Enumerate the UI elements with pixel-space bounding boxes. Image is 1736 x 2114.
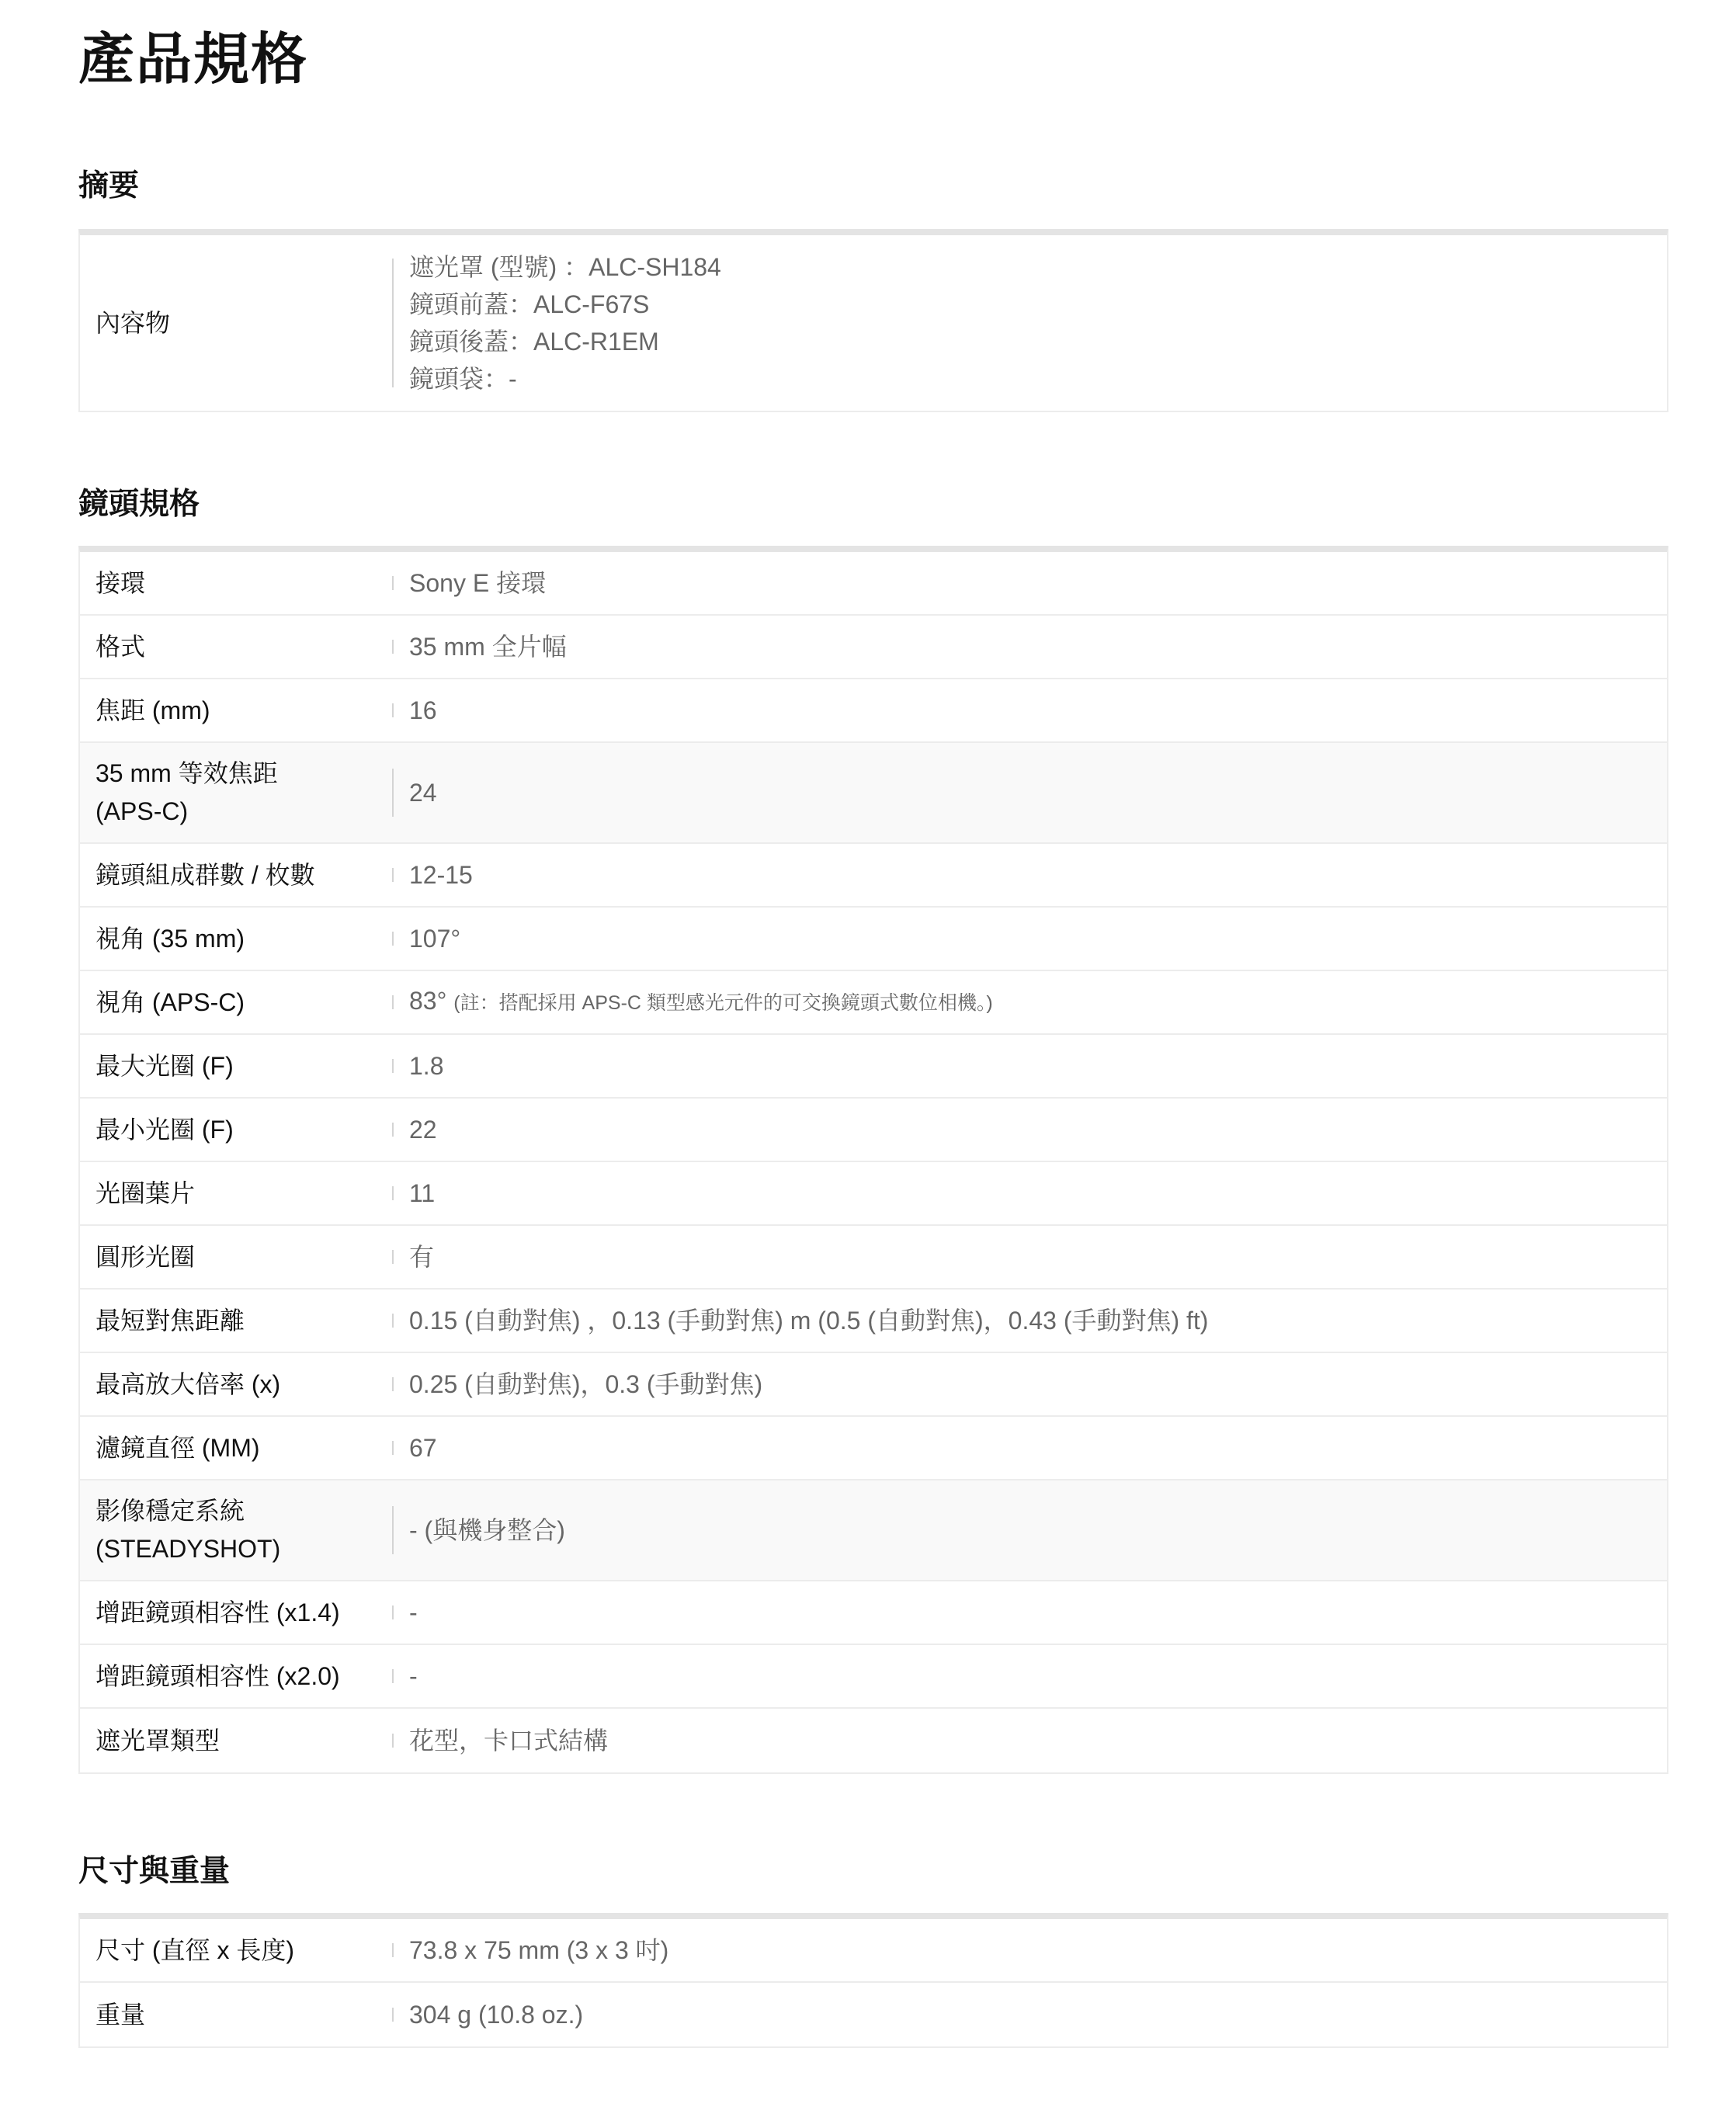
table-row bbox=[80, 1417, 1667, 1480]
row-value bbox=[409, 1932, 668, 1970]
table-row bbox=[80, 1162, 1667, 1226]
row-value bbox=[409, 1996, 583, 2034]
row-value bbox=[409, 1302, 1208, 1340]
section-title-dimensions: 尺寸與重量 bbox=[78, 1855, 231, 1888]
row-value-text: 73.8 x 75 mm (3 x 3 吋) bbox=[409, 1935, 669, 1964]
list-item: 鏡頭袋：- bbox=[409, 365, 517, 393]
table-row bbox=[80, 1226, 1667, 1290]
row-label: 最短對焦距離 bbox=[95, 1306, 245, 1335]
lens-section bbox=[78, 477, 1668, 1774]
column-divider bbox=[392, 1123, 394, 1137]
row-value bbox=[409, 1047, 443, 1085]
lens-table bbox=[78, 546, 1668, 1774]
row-value-text: 22 bbox=[409, 1115, 437, 1144]
column-divider bbox=[392, 1605, 394, 1619]
table-row bbox=[80, 552, 1667, 616]
row-value-text: 83° bbox=[409, 987, 447, 1015]
column-divider bbox=[392, 259, 394, 387]
list-item: 鏡頭前蓋：ALC-F67S bbox=[409, 290, 650, 318]
table-row bbox=[80, 1645, 1667, 1709]
column-divider bbox=[392, 1377, 394, 1391]
section-title-summary: 摘要 bbox=[78, 169, 140, 203]
table-row bbox=[80, 1919, 1667, 1983]
section-title-lens: 鏡頭規格 bbox=[78, 488, 200, 521]
row-label: 鏡頭組成群數 / 枚數 bbox=[95, 860, 315, 889]
row-label: 圓形光圈 bbox=[95, 1242, 196, 1271]
row-value bbox=[409, 1594, 418, 1632]
row-label: 視角 (35 mm) bbox=[95, 924, 245, 953]
row-value-text: 1.8 bbox=[409, 1051, 444, 1080]
row-label: 35 mm 等效焦距 (APS-C) bbox=[95, 759, 278, 825]
column-divider bbox=[392, 995, 394, 1009]
contents-list bbox=[409, 248, 721, 397]
table-row bbox=[80, 844, 1667, 908]
row-value-text: 花型，卡口式結構 bbox=[409, 1726, 609, 1755]
row-value-text: 16 bbox=[409, 696, 437, 724]
row-value bbox=[409, 1366, 762, 1404]
row-value-text: 12-15 bbox=[409, 860, 473, 889]
row-label: 增距鏡頭相容性 (x2.0) bbox=[95, 1661, 340, 1690]
row-value-text: 35 mm 全片幅 bbox=[409, 632, 567, 661]
row-value bbox=[409, 628, 567, 666]
row-label: 內容物 bbox=[95, 308, 171, 337]
column-divider bbox=[392, 2008, 394, 2022]
page-title: 產品規格 bbox=[78, 29, 309, 91]
table-row bbox=[80, 1099, 1667, 1162]
row-value bbox=[409, 1238, 434, 1276]
column-divider bbox=[392, 769, 394, 817]
row-value bbox=[409, 1512, 565, 1550]
row-value-text: - bbox=[409, 1661, 418, 1690]
table-row bbox=[80, 1709, 1667, 1772]
row-value-text: 304 g (10.8 oz.) bbox=[409, 2000, 584, 2029]
table-row bbox=[80, 971, 1667, 1035]
row-label: 尺寸 (直徑 x 長度) bbox=[95, 1935, 294, 1964]
row-label: 最小光圈 (F) bbox=[95, 1115, 234, 1144]
row-value-text: 24 bbox=[409, 778, 437, 807]
column-divider bbox=[392, 1186, 394, 1200]
table-row bbox=[80, 1480, 1667, 1581]
table-row bbox=[80, 1983, 1667, 2046]
row-value-text: - bbox=[409, 1598, 418, 1626]
column-divider bbox=[392, 576, 394, 590]
row-value bbox=[409, 1111, 437, 1149]
column-divider bbox=[392, 1669, 394, 1683]
dimensions-section bbox=[78, 1845, 1668, 2048]
column-divider bbox=[392, 640, 394, 654]
row-label: 視角 (APS-C) bbox=[95, 988, 245, 1016]
row-value-text: 107° bbox=[409, 924, 461, 953]
row-value-text: - (與機身整合) bbox=[409, 1515, 565, 1544]
column-divider bbox=[392, 1734, 394, 1748]
column-divider bbox=[392, 868, 394, 882]
table-row bbox=[80, 743, 1667, 844]
row-value bbox=[409, 1175, 435, 1213]
row-value bbox=[409, 1722, 608, 1760]
column-divider bbox=[392, 1506, 394, 1554]
row-label: 最高放大倍率 (x) bbox=[95, 1369, 281, 1398]
table-row bbox=[80, 679, 1667, 743]
row-value bbox=[409, 856, 473, 894]
list-item: 遮光罩 (型號) ：ALC-SH184 bbox=[409, 253, 721, 281]
table-row bbox=[80, 1353, 1667, 1417]
summary-table bbox=[78, 229, 1668, 412]
summary-section bbox=[78, 159, 1668, 412]
dimensions-table bbox=[78, 1913, 1668, 2048]
column-divider bbox=[392, 1059, 394, 1073]
row-value-text: 0.15 (自動對焦) ，0.13 (手動對焦) m (0.5 (自動對焦)，0.43 (手動對焦) ft) bbox=[409, 1306, 1209, 1335]
row-label: 濾鏡直徑 (MM) bbox=[95, 1433, 260, 1462]
table-row bbox=[80, 1035, 1667, 1099]
column-divider bbox=[392, 1250, 394, 1264]
column-divider bbox=[392, 703, 394, 717]
row-label: 光圈葉片 bbox=[95, 1178, 196, 1207]
row-value-text: 0.25 (自動對焦)，0.3 (手動對焦) bbox=[409, 1369, 763, 1398]
row-value bbox=[409, 564, 546, 602]
row-value bbox=[409, 774, 437, 812]
row-label: 增距鏡頭相容性 (x1.4) bbox=[95, 1598, 340, 1626]
row-label: 影像穩定系統 (STEADYSHOT) bbox=[95, 1497, 281, 1563]
row-label: 最大光圈 (F) bbox=[95, 1051, 234, 1080]
table-row bbox=[80, 235, 1667, 411]
table-row bbox=[80, 1290, 1667, 1353]
row-value bbox=[409, 982, 993, 1022]
row-value bbox=[409, 1658, 418, 1696]
row-value-text: 11 bbox=[409, 1178, 436, 1207]
row-value bbox=[409, 920, 460, 958]
row-value-text: 有 bbox=[409, 1242, 435, 1271]
table-row bbox=[80, 908, 1667, 971]
list-item: 鏡頭後蓋：ALC-R1EM bbox=[409, 328, 659, 356]
row-label: 重量 bbox=[95, 2000, 146, 2029]
column-divider bbox=[392, 932, 394, 946]
table-row bbox=[80, 616, 1667, 679]
row-label: 接環 bbox=[95, 568, 146, 597]
row-value-note: (註：搭配採用 APS-C 類型感光元件的可交換鏡頭式數位相機。) bbox=[453, 992, 993, 1014]
row-label: 遮光罩類型 bbox=[95, 1726, 220, 1755]
row-label: 格式 bbox=[95, 632, 146, 661]
row-value-text: Sony E 接環 bbox=[409, 568, 547, 597]
column-divider bbox=[392, 1943, 394, 1957]
row-value bbox=[409, 692, 437, 730]
row-value bbox=[409, 1429, 437, 1467]
row-value-text: 67 bbox=[409, 1433, 437, 1462]
column-divider bbox=[392, 1314, 394, 1328]
table-row bbox=[80, 1581, 1667, 1645]
row-label: 焦距 (mm) bbox=[95, 696, 210, 724]
column-divider bbox=[392, 1441, 394, 1455]
